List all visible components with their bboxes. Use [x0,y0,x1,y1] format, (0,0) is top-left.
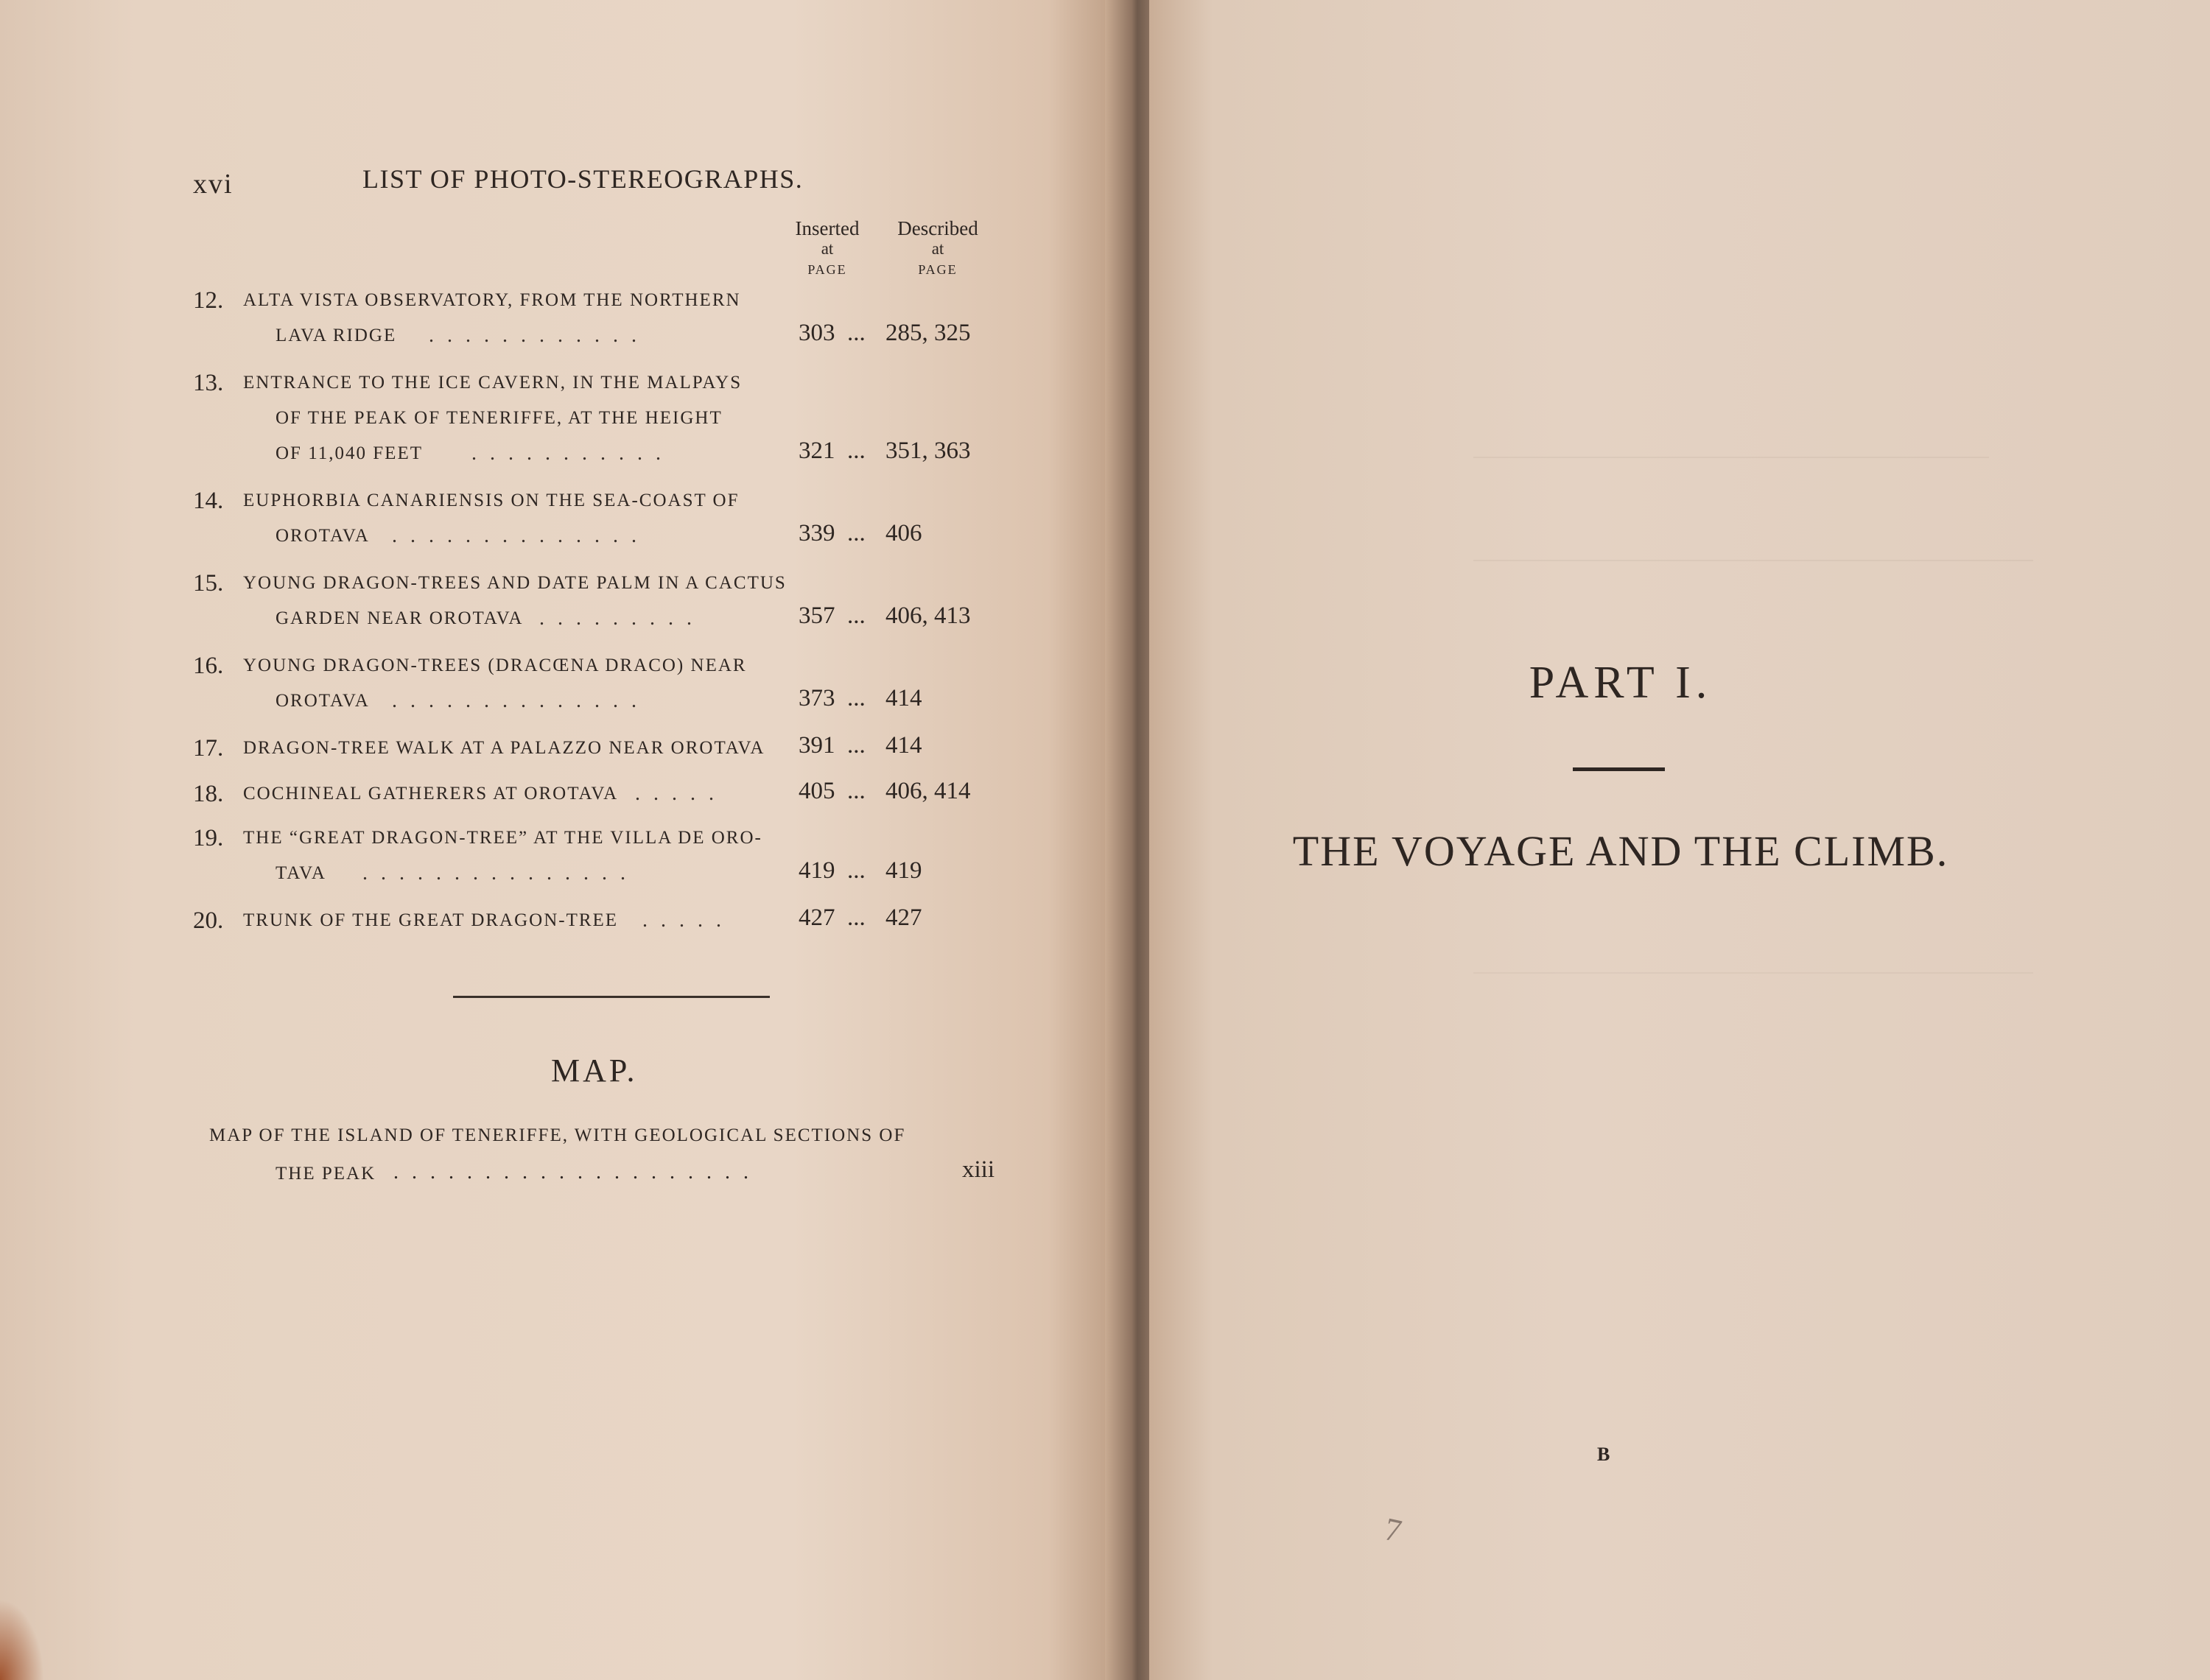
inserted-page: 357 [799,602,835,629]
described-page: 414 [885,732,922,759]
map-page-number: xiii [962,1156,995,1183]
entry-text: ALTA VISTA OBSERVATORY, FROM THE NORTHERN [243,290,741,310]
page-separator: ... [847,904,866,931]
described-page: 285, 325 [885,320,971,346]
entry-text: DRAGON-TREE WALK AT A PALAZZO NEAR OROTAVA [243,738,765,758]
entry-number: 15. [193,570,224,597]
inserted-page: 405 [799,778,835,804]
list-entry [193,567,1018,650]
described-header-line: at [931,239,944,258]
show-through-line [1473,560,2033,576]
entry-number: 20. [193,907,224,934]
part-subtitle: THE VOYAGE AND THE CLIMB. [1292,827,1949,875]
inserted-page: 373 [799,685,835,711]
running-head [193,164,1018,200]
entry-number: 19. [193,825,224,851]
part-title: PART I. [1529,658,1713,708]
entry-number: 16. [193,653,224,679]
list-entry [193,732,1018,778]
inserted-page: 339 [799,520,835,546]
entry-text: OROTAVA [276,526,370,546]
list-entry [193,904,1018,949]
entry-text: TRUNK OF THE GREAT DRAGON-TREE [243,910,619,930]
entry-number: 12. [193,287,224,314]
leader-dots: .................... [393,1161,762,1184]
described-page: 406 [885,520,922,546]
inserted-page: 321 [799,437,835,464]
described-header-line: Described [897,217,978,239]
map-entry-text: THE PEAK [276,1164,376,1184]
leader-dots: ......... [539,607,705,630]
inserted-page: 419 [799,857,835,884]
list-entry [193,822,1018,904]
page-separator: ... [847,520,866,546]
running-head-title: LIST OF PHOTO-STEREOGRAPHS. [362,164,804,194]
page-separator: ... [847,437,866,464]
show-through-line [1473,457,1989,473]
leader-dots: ............... [362,862,639,885]
described-column-header [883,218,993,280]
entry-text: YOUNG DRAGON-TREES (DRACŒNA DRACO) NEAR [243,656,747,675]
described-page: 406, 413 [885,602,971,629]
list-entry [193,485,1018,567]
map-entry-text: MAP OF THE ISLAND OF TENERIFFE, WITH GEOLOGICAL SECTIONS OF [209,1125,906,1145]
entry-text: YOUNG DRAGON-TREES AND DATE PALM IN A CACTUS [243,573,787,593]
entry-number: 13. [193,370,224,396]
described-page: 419 [885,857,922,884]
signature-mark: B [1597,1444,1610,1465]
entry-text: ENTRANCE TO THE ICE CAVERN, IN THE MALPAYS [243,373,743,393]
leader-dots: ........... [471,442,674,465]
photo-stereograph-list [193,284,1018,949]
entry-number: 17. [193,735,224,762]
list-entry [193,367,1018,485]
section-divider-rule [453,996,770,998]
entry-text: TAVA [276,863,326,883]
inserted-header-line: PAGE [807,262,847,277]
inserted-header-line: Inserted [795,217,860,239]
inserted-page: 303 [799,320,835,346]
leader-dots: ............ [429,324,650,347]
page-separator: ... [847,857,866,884]
inserted-header-line: at [821,239,834,258]
show-through-line [1473,972,2033,988]
entry-text: GARDEN NEAR OROTAVA [276,608,524,628]
leader-dots: ..... [642,909,734,932]
inserted-column-header [772,218,883,280]
described-page: 414 [885,685,922,711]
described-header-line: PAGE [918,262,958,277]
described-page: 351, 363 [885,437,971,464]
page-separator: ... [847,602,866,629]
described-page: 427 [885,904,922,931]
leader-dots: ..... [635,782,727,805]
page-folio: xvi [193,169,234,200]
title-divider-rule [1573,767,1665,771]
entry-number: 18. [193,781,224,807]
map-section-heading: MAP. [551,1052,638,1089]
entry-number: 14. [193,488,224,514]
entry-text: COCHINEAL GATHERERS AT OROTAVA [243,784,619,804]
pencil-mark: 7 [1381,1511,1405,1550]
leader-dots: .............. [392,689,650,712]
entry-text: LAVA RIDGE [276,326,397,345]
entry-text: OF 11,040 FEET [276,443,423,463]
entry-text: OROTAVA [276,691,370,711]
map-entry [209,1120,1020,1201]
list-entry [193,650,1018,732]
page-separator: ... [847,778,866,804]
page-separator: ... [847,685,866,711]
entry-text: OF THE PEAK OF TENERIFFE, AT THE HEIGHT [276,408,723,428]
page-separator: ... [847,732,866,759]
list-entry [193,778,1018,822]
list-entry [193,284,1018,367]
inserted-page: 427 [799,904,835,931]
described-page: 406, 414 [885,778,971,804]
leader-dots: .............. [392,524,650,547]
inserted-page: 391 [799,732,835,759]
page-separator: ... [847,320,866,346]
entry-text: THE “GREAT DRAGON-TREE” AT THE VILLA DE ORO- [243,828,762,848]
entry-text: EUPHORBIA CANARIENSIS ON THE SEA-COAST OF [243,491,740,510]
page-corner-shadow [0,1599,44,1680]
